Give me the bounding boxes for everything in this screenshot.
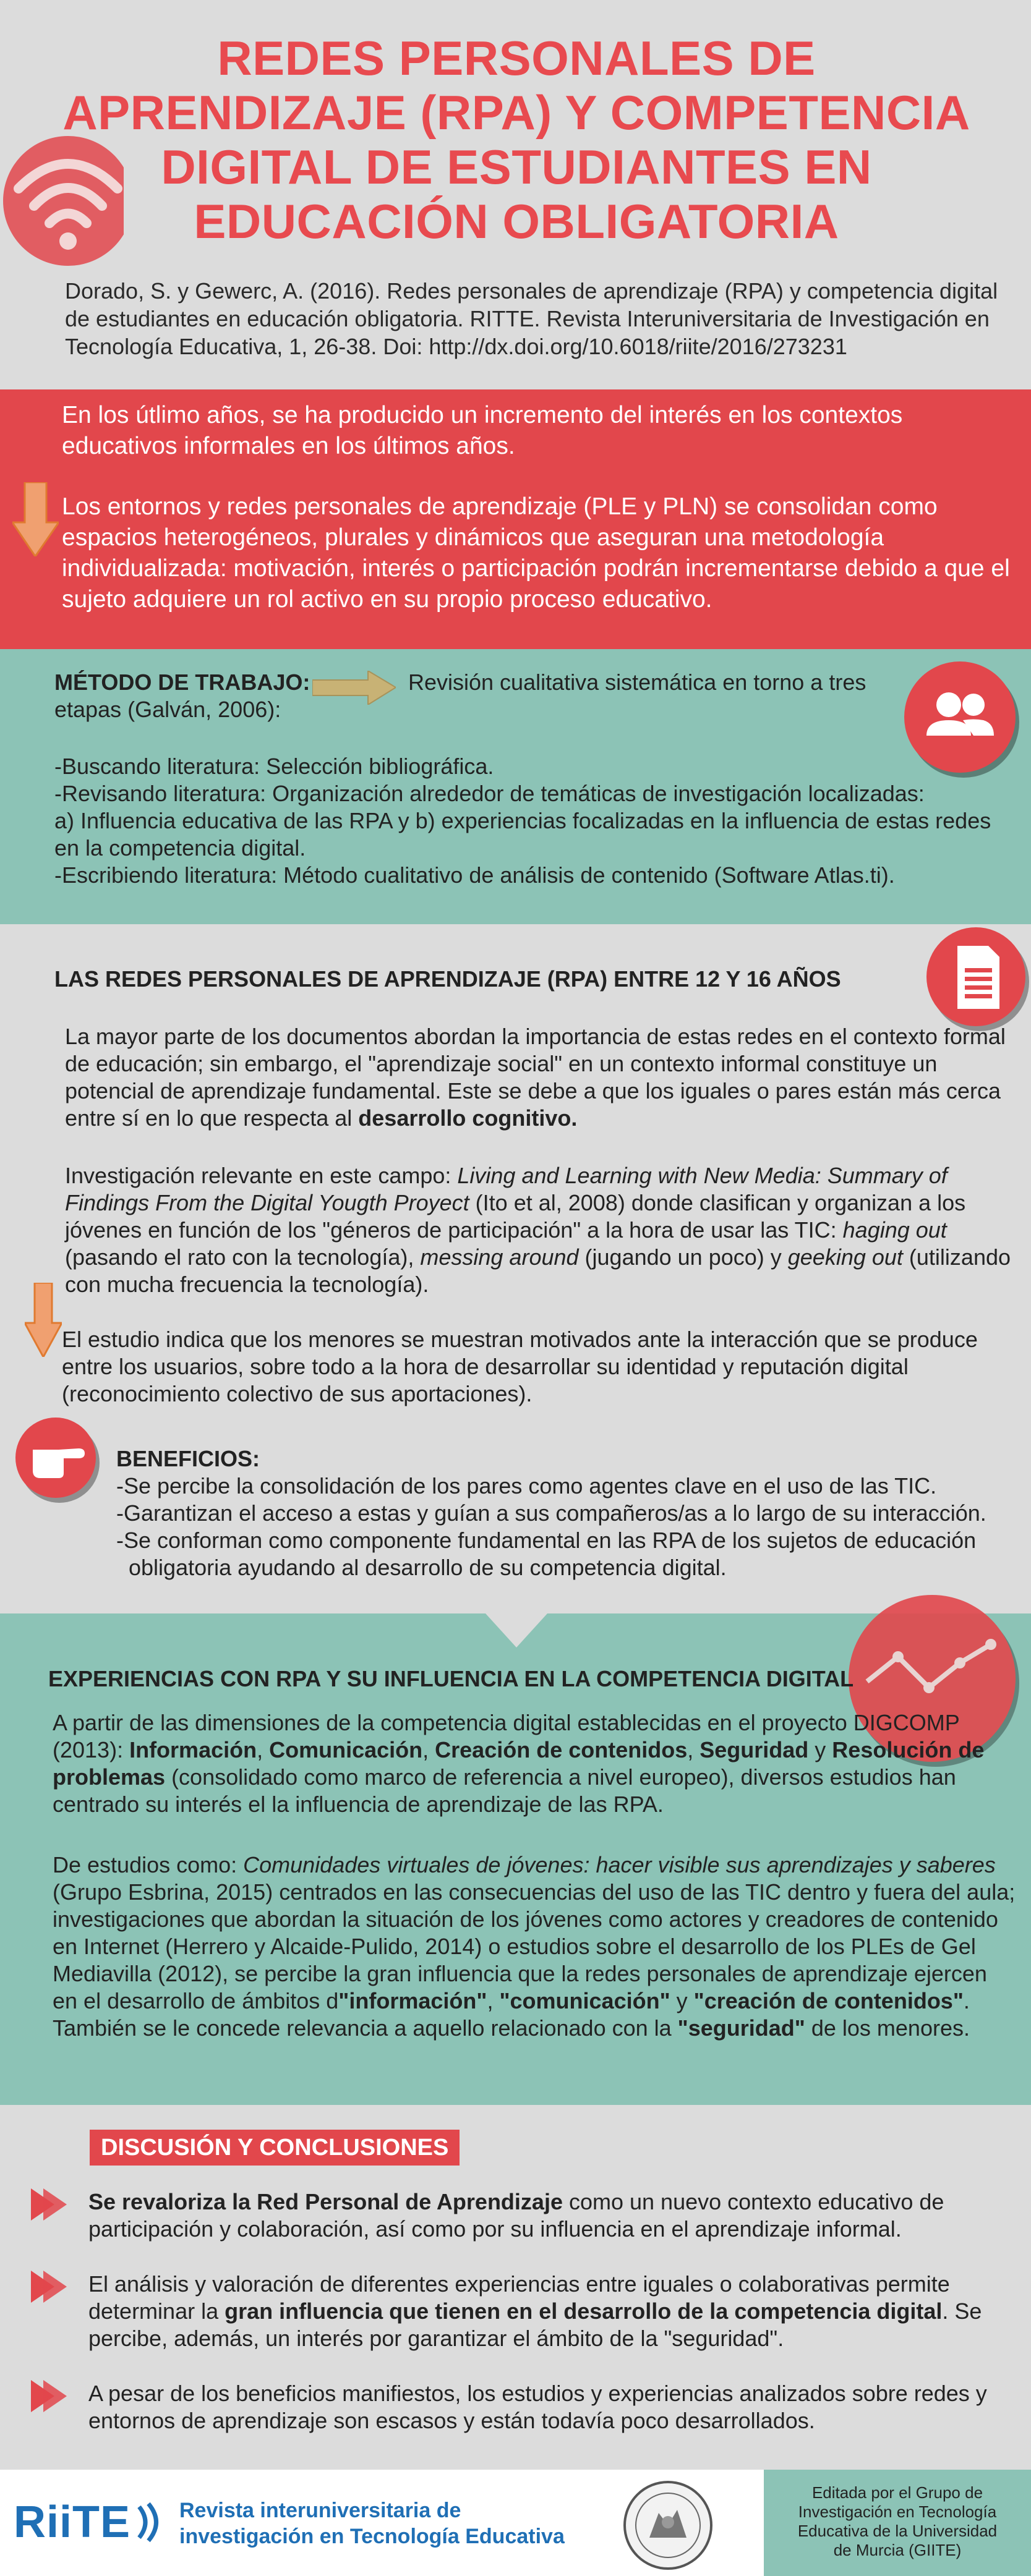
university-seal [615, 2479, 721, 2572]
benefit-item: -Garantizan el acceso a estas y guían a sus compañeros/as a lo largo de su interacción. [116, 1500, 986, 1526]
people-icon [904, 661, 1016, 773]
method-item: a) Influencia educativa de las RPA y b) experiencias focalizadas en la influencia de estas redes en la competencia digital. [54, 808, 991, 861]
method-item: -Escribiendo literatura: Método cualitativo de análisis de contenido (Software Atlas.ti). [54, 862, 895, 888]
benefits-heading: BENEFICIOS: [116, 1446, 260, 1471]
citation: Dorado, S. y Gewerc, A. (2016). Redes personales de aprendizaje (RPA) y competencia digital de estudiantes en educación obligatoria. RITTE. Revista Interuniversitaria de Investigación en Tecnología Educativa, 1, 26-38. Doi: http://dx.doi.org/10.6018/riite/2016/273231 [65, 278, 998, 359]
arrow-down-icon [12, 482, 59, 556]
discussion-heading: DISCUSIÓN Y CONCLUSIONES [90, 2130, 460, 2166]
arrow-right-icon [312, 671, 396, 705]
benefit-item: obligatoria ayudando al desarrollo de su competencia digital. [116, 1555, 727, 1580]
document-icon [926, 927, 1025, 1026]
experiences-section [0, 1613, 1031, 2105]
conclusion-item: El análisis y valoración de diferentes experiencias entre iguales o colaborativas permite determinar la gran influencia que tienen en el desarrollo de la competencia digital. Se percibe, además, un interés por garantizar el ámbito de la "seguridad". [88, 2271, 982, 2351]
page-title: REDES PERSONALES DE APRENDIZAJE (RPA) Y COMPETENCIA DIGITAL DE ESTUDIANTES EN EDUCACIÓN OBLIGATORIA [62, 31, 970, 249]
method-lead: Revisión cualitativa sistemática en torno a tres [408, 670, 866, 695]
method-item: -Revisando literatura: Organización alrededor de temáticas de investigación localizadas: [54, 781, 925, 806]
conclusion-item: Se revaloriza la Red Personal de Aprendizaje como un nuevo contexto educativo de participación y colaboración, así como por su influencia en el aprendizaje informal. [88, 2189, 944, 2242]
arrow-down-icon [25, 1283, 62, 1357]
rpa-paragraph-1: La mayor parte de los documentos abordan la importancia de estas redes en el contexto formal de educación; sin embargo, el "aprendizaje social" en un contexto informal constituye un potencial de aprendizaje fundamental. Este se debe a que los iguales o pares están más cerca entre sí en lo que respecta al desarrollo cognitivo. [65, 1024, 1006, 1131]
experiences-heading: EXPERIENCIAS CON RPA Y SU INFLUENCIA EN LA COMPETENCIA DIGITAL [48, 1666, 854, 1691]
signal-icon [133, 2501, 170, 2544]
pointing-hand-icon [15, 1418, 96, 1498]
publisher-panel [764, 2470, 1031, 2576]
journal-name: Revista interuniversitaria de investigación en Tecnología Educativa [179, 2499, 565, 2548]
footer [0, 2470, 1031, 2576]
method-heading: MÉTODO DE TRABAJO: [54, 670, 310, 695]
method-lead-continued: etapas (Galván, 2006): [54, 697, 281, 722]
experiences-paragraph-1: A partir de las dimensiones de la competencia digital establecidas en el proyecto DIGCOMP (2013): Información, Comunicación, Creación de contenidos, Seguridad y Resolución de problemas (consolidado como marco de referencia a nivel europeo), diversos estudios han centrado su interés el la influencia de aprendizaje de las RPA. [53, 1710, 985, 1817]
publisher-credit: Editada por el Grupo de Investigación en Tecnología Educativa de la Universidad de Murcia (GIITE) [797, 2483, 998, 2559]
journal-logo: RiiTE [14, 2497, 131, 2547]
method-item: -Buscando literatura: Selección bibliográfica. [54, 754, 494, 779]
triangle-bullet-icon [43, 2380, 67, 2412]
benefit-item: -Se conforman como componente fundamental en las RPA de los sujetos de educación [116, 1528, 977, 1553]
triangle-bullet-icon [43, 2271, 67, 2303]
discussion-section [0, 2105, 1031, 2470]
triangle-bullet-icon [43, 2188, 67, 2221]
conclusion-item: A pesar de los beneficios manifiestos, los estudios y experiencias analizados sobre redes y entornos de aprendizaje son escasos y están todavía poco desarrollados. [88, 2381, 987, 2433]
intro-paragraph-2: Los entornos y redes personales de aprendizaje (PLE y PLN) se consolidan como espacios heterogéneos, plurales y dinámicos que aseguran una metodología individualizada: motivación, interés o participación podrán incrementarse debido a que el sujeto adquiere un rol activo en su propio proceso educativo. [62, 493, 1010, 613]
rpa-paragraph-3: El estudio indica que los menores se muestran motivados ante la interacción que se produce entre los usuarios, sobre todo a la hora de desarrollar su identidad y reputación digital (reconocimiento colectivo de sus aportaciones). [62, 1327, 978, 1406]
benefit-item: -Se percibe la consolidación de los pares como agentes clave en el uso de las TIC. [116, 1473, 937, 1498]
rpa-section [0, 924, 1031, 1613]
intro-paragraph-1: En los útlimo años, se ha producido un incremento del interés en los contextos educativos informales en los últimos años. [62, 402, 903, 459]
rpa-paragraph-2: Investigación relevante en este campo: Living and Learning with New Media: Summary of Findings From the Digital Yougth Proyect (Ito et al, 2008) donde clasifican y organizan a los jóvenes en función de los "géneros de participación" a la hora de usar las TIC: haging out (pasando el rato con la tecnología), messing around (jugando un poco) y geeking out (utilizando con mucha frecuencia la tecnología). [65, 1163, 1011, 1297]
title-section [0, 0, 1031, 389]
rpa-heading: LAS REDES PERSONALES DE APRENDIZAJE (RPA) ENTRE 12 Y 16 AÑOS [54, 966, 841, 992]
experiences-paragraph-2: De estudios como: Comunidades virtuales de jóvenes: hacer visible sus aprendizajes y saberes (Grupo Esbrina, 2015) centrados en las consecuencias del uso de las TIC dentro y fuera del aula; investigaciones que abordan la situación de los jóvenes como actores y creadores de contenido en Internet (Herrero y Alcaide-Pulido, 2014) o estudios sobre el desarrollo de los PLEs de Gel Mediavilla (2012), se percibe la gran influencia que la redes personales de aprendizaje ejercen en el desarrollo de ámbitos d"información", "comunicación" y "creación de contenidos". También se le concede relevancia a aquello relacionado con la "seguridad" de los menores. [53, 1852, 1016, 2041]
section-divider-tip [486, 1613, 547, 1647]
intro-section [0, 389, 1031, 649]
method-section [0, 649, 1031, 924]
